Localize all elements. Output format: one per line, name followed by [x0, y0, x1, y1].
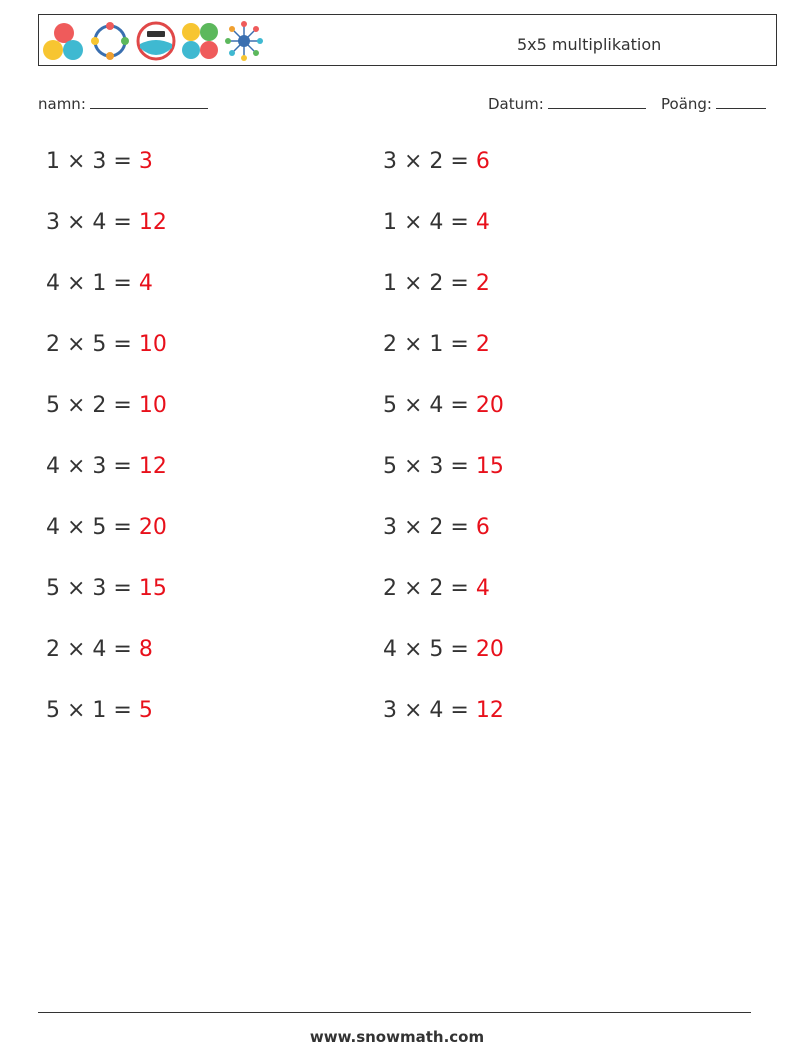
problem [46, 210, 167, 235]
problem [383, 576, 490, 601]
answer: 4 [138, 271, 153, 296]
answer: 4 [475, 210, 490, 235]
answer: 15 [475, 454, 504, 479]
problem [46, 149, 153, 174]
problem [46, 393, 167, 418]
answer: 2 [475, 271, 490, 296]
question: 3 × 2 = [383, 515, 476, 540]
question: 4 × 5 = [383, 637, 476, 662]
question: 5 × 1 = [46, 698, 139, 723]
answer: 6 [475, 515, 490, 540]
question: 2 × 2 = [383, 576, 476, 601]
answer: 15 [138, 576, 167, 601]
problem [46, 515, 167, 540]
network-hub-icon [223, 18, 265, 64]
question: 5 × 3 = [383, 454, 476, 479]
problem [46, 271, 153, 296]
answer: 3 [138, 149, 153, 174]
name-label: namn: [38, 95, 86, 113]
name-field [38, 94, 208, 113]
answer: 20 [138, 515, 167, 540]
answer: 10 [138, 393, 167, 418]
problem [383, 210, 490, 235]
worksheet-header [38, 14, 777, 66]
question: 2 × 1 = [383, 332, 476, 357]
question: 4 × 1 = [46, 271, 139, 296]
answer: 12 [138, 454, 167, 479]
problem [383, 149, 490, 174]
question: 3 × 4 = [46, 210, 139, 235]
footer-divider [38, 1012, 751, 1013]
problem [46, 698, 153, 723]
question: 2 × 4 = [46, 637, 139, 662]
answer: 20 [475, 393, 504, 418]
answer: 20 [475, 637, 504, 662]
question: 5 × 3 = [46, 576, 139, 601]
answer: 4 [475, 576, 490, 601]
answer: 10 [138, 332, 167, 357]
date-label: Datum: [488, 95, 544, 113]
numbered-circles-icon [43, 18, 85, 64]
question: 3 × 4 = [383, 698, 476, 723]
answer: 5 [138, 698, 153, 723]
problem [46, 637, 153, 662]
question: 1 × 3 = [46, 149, 139, 174]
problem [46, 332, 167, 357]
problem [46, 454, 167, 479]
question: 5 × 4 = [383, 393, 476, 418]
percent-circle-icon [135, 18, 177, 64]
problem [383, 332, 490, 357]
answer: 6 [475, 149, 490, 174]
question: 5 × 2 = [46, 393, 139, 418]
question: 4 × 5 = [46, 515, 139, 540]
answer: 12 [138, 210, 167, 235]
answer: 12 [475, 698, 504, 723]
answer: 8 [138, 637, 153, 662]
score-label: Poäng: [661, 95, 712, 113]
footer-url: www.snowmath.com [309, 1028, 485, 1046]
cycle-arrows-icon [89, 18, 131, 64]
problem [46, 576, 167, 601]
question: 2 × 5 = [46, 332, 139, 357]
problem [383, 637, 504, 662]
worksheet-title: 5x5 multiplikation [517, 35, 662, 54]
problem [383, 515, 490, 540]
question: 1 × 2 = [383, 271, 476, 296]
question: 3 × 2 = [383, 149, 476, 174]
name-blank [90, 94, 208, 109]
score-blank [716, 94, 766, 109]
score-field [661, 94, 766, 113]
numbered-flower-icon [179, 18, 221, 64]
question: 4 × 3 = [46, 454, 139, 479]
problem [383, 271, 490, 296]
date-blank [548, 94, 646, 109]
problem [383, 698, 504, 723]
problem [383, 454, 504, 479]
problem [383, 393, 504, 418]
date-field [488, 94, 646, 113]
answer: 2 [475, 332, 490, 357]
question: 1 × 4 = [383, 210, 476, 235]
